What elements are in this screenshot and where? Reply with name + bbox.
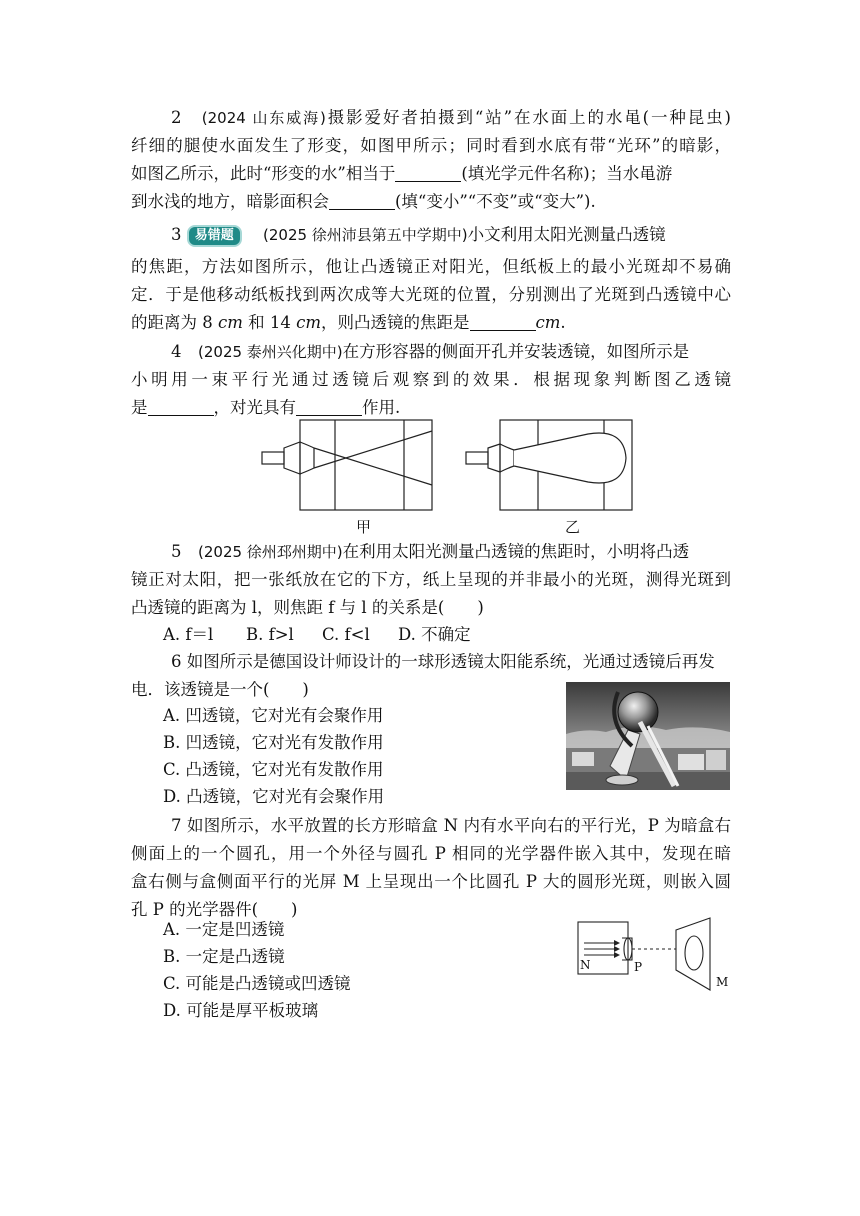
q2-source: (2024 山东威海) [201, 109, 326, 127]
figure-yi [466, 420, 632, 510]
q3-line2: 的焦距，方法如图所示，他让凸透镜正对阳光，但纸板上的最小光斑却不易确 [131, 257, 731, 276]
q3-number: 3 [171, 225, 182, 244]
q7-figure [572, 916, 736, 996]
q3-line3: 定．于是他移动纸板找到两次成等大光斑的位置，分别测出了光斑到凸透镜中心 [131, 285, 731, 304]
q4-line1: 4 (2025 泰州兴化期中)在方形容器的侧面开孔并安装透镜，如图所示是 [171, 342, 690, 361]
solar-lens-photo [566, 682, 730, 790]
q7-option-c[interactable]: C. 可能是凸透镜或凹透镜 [163, 974, 351, 993]
q7-option-d[interactable]: D. 可能是厚平板玻璃 [163, 1001, 319, 1020]
q7-option-b[interactable]: B. 一定是凸透镜 [163, 947, 285, 966]
q7-line3: 盒右侧与盒侧面平行的光屏 M 上呈现出一个比圆孔 P 大的圆形光斑，则嵌入圆 [131, 872, 731, 891]
q5-source: (2025 徐州邳州期中) [198, 543, 343, 561]
q2-number: 2 [171, 108, 182, 127]
q5-option-b[interactable]: B. f>l [246, 625, 294, 644]
q5-option-d[interactable]: D. 不确定 [398, 625, 471, 644]
q2-line4: 到水浅的地方，暗影面积会 (填“变小”“不变”或“变大”). [131, 192, 596, 211]
q2-blank-1 [395, 163, 461, 182]
q4-source: (2025 泰州兴化期中) [198, 343, 343, 361]
figure-yi-label: 乙 [565, 518, 581, 536]
q4-blank-1 [148, 397, 214, 416]
q5-option-c[interactable]: C. f<l [322, 625, 370, 644]
q2-line2: 纤细的腿使水面发生了形变，如图甲所示；同时看到水底有带“光环”的暗影， [131, 136, 731, 155]
q5-line2: 镜正对太阳，把一张纸放在它的下方，纸上呈现的并非最小的光斑，测得光斑到 [131, 570, 731, 589]
label-n: N [580, 958, 591, 972]
q6-option-b[interactable]: B. 凹透镜，它对光有发散作用 [163, 733, 384, 752]
q2-blank-2 [329, 191, 395, 210]
q2-line3: 如图乙所示，此时“形变的水”相当于 (填光学元件名称)；当水黾游 [131, 164, 673, 183]
error-prone-badge: 易错题 [187, 225, 242, 247]
q6-option-d[interactable]: D. 凸透镜，它对光有会聚作用 [163, 787, 385, 806]
q5-line3: 凸透镜的距离为 l，则焦距 f 与 l 的关系是( ) [131, 598, 484, 617]
q6-number: 6 [171, 652, 182, 671]
q5-number: 5 [171, 542, 182, 561]
q4-blank-2 [296, 397, 362, 416]
q4-line3: 是 ，对光具有 作用. [131, 398, 401, 417]
q3-source: (2025 徐州沛县第五中学期中) [263, 226, 468, 244]
screen-m [676, 918, 710, 990]
q7-option-a[interactable]: A. 一定是凹透镜 [163, 920, 285, 939]
figure-jia [262, 420, 432, 510]
q6-line2: 电．该透镜是一个( ) [131, 680, 309, 699]
q2-line1: 2 (2024 山东威海)摄影爱好者拍摄到“站”在水面上的水黾(一种昆虫) [171, 108, 731, 127]
q5-option-a[interactable]: A. f＝l [163, 625, 214, 644]
q6-option-c[interactable]: C. 凸透镜，它对光有发散作用 [163, 760, 384, 779]
figure-jia-label: 甲 [356, 518, 372, 536]
q3-blank [470, 312, 536, 331]
label-p: P [634, 960, 643, 974]
label-m: M [716, 975, 729, 989]
q7-line4: 孔 P 的光学器件( ) [131, 900, 298, 919]
q3-line1: 3 易错题 (2025 徐州沛县第五中学期中)小文利用太阳光测量凸透镜 [171, 221, 731, 249]
q6-line1: 6 如图所示是德国设计师设计的一球形透镜太阳能系统，光通过透镜后再发 [171, 652, 715, 671]
q4-figure [258, 418, 638, 514]
q3-line4: 的距离为 8 cm 和 14 cm，则凸透镜的焦距是 cm. [131, 313, 566, 332]
q6-option-a[interactable]: A. 凹透镜，它对光有会聚作用 [163, 706, 384, 725]
q7-line2: 侧面上的一个圆孔，用一个外径与圆孔 P 相同的光学器件嵌入其中，发现在暗 [131, 844, 731, 863]
q7-line1: 7 如图所示，水平放置的长方形暗盒 N 内有水平向右的平行光，P 为暗盒右 [171, 816, 732, 835]
q7-number: 7 [171, 816, 182, 835]
q4-number: 4 [171, 342, 182, 361]
q5-line1: 5 (2025 徐州邳州期中)在利用太阳光测量凸透镜的焦距时，小明将凸透 [171, 542, 690, 561]
q4-line2: 小明用一束平行光通过透镜后观察到的效果．根据现象判断图乙透镜 [131, 370, 731, 389]
